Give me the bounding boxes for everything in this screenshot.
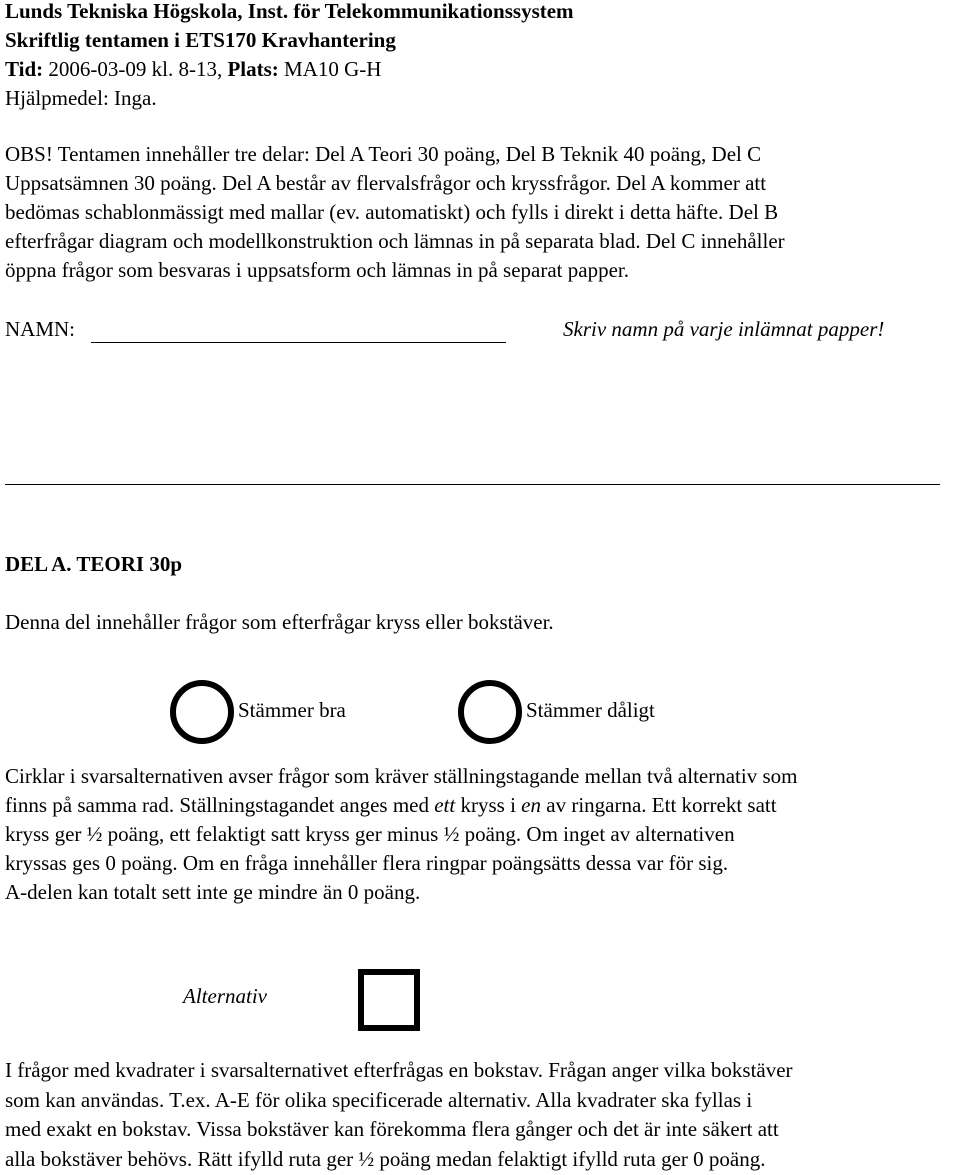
instruction-line: I frågor med kvadrater i svarsalternativet efterfrågas en bokstav. Frågan anger vilka bokstäver — [5, 1058, 793, 1082]
obs-line: bedömas schablonmässigt med mallar (ev. automatiskt) och fylls i direkt i detta häfte. Del B — [5, 200, 779, 224]
exam-title-line: Skriftlig tentamen i ETS170 Kravhantering — [5, 28, 396, 52]
circle-option-1[interactable] — [170, 680, 234, 744]
instruction-line — [5, 791, 960, 820]
obs-line: öppna frågor som besvaras i uppsatsform och lämnas in på separat papper. — [5, 258, 629, 282]
instruction-line: A-delen kan totalt sett inte ge mindre än 0 poäng. — [5, 880, 421, 904]
plats-label: Plats: — [227, 57, 279, 81]
tid-value: 2006-03-09 kl. 8-13, — [43, 57, 228, 81]
square-instructions — [5, 1056, 960, 1174]
circle-label-2: Stämmer dåligt — [526, 698, 655, 722]
instruction-line: kryssas ges 0 poäng. Om en fråga innehåller flera ringpar poängsätts dessa var för sig. — [5, 851, 729, 875]
instruction-line: alla bokstäver behövs. Rätt ifylld ruta ger ½ poäng medan felaktigt ifylld ruta ger 0 poäng. — [5, 1146, 766, 1171]
circle-option-2[interactable] — [458, 680, 522, 744]
circle-instructions — [5, 762, 960, 907]
obs-line: efterfrågar diagram och modellkonstruktion och lämnas in på separata blad. Del C innehåller — [5, 229, 785, 253]
institution-line: Lunds Tekniska Högskola, Inst. för Telekommunikationssystem — [5, 0, 574, 23]
emphasis-en: en — [521, 793, 541, 817]
section-divider — [5, 484, 940, 485]
aids-line: Hjälpmedel: Inga. — [5, 86, 157, 110]
exam-header — [5, 0, 574, 113]
square-example — [0, 965, 960, 1035]
tid-label: Tid: — [5, 57, 44, 81]
circle-label-1: Stämmer bra — [238, 698, 346, 722]
circle-example — [0, 676, 960, 746]
section-title: DEL A. TEORI 30p — [5, 552, 183, 576]
obs-line: Uppsatsämnen 30 poäng. Del A består av flervalsfrågor och kryssfrågor. Del A kommer att — [5, 171, 767, 195]
text-segment: kryss i — [455, 793, 522, 817]
time-place-line — [5, 55, 574, 84]
obs-paragraph — [5, 140, 955, 285]
alternative-label: Alternativ — [183, 984, 267, 1008]
obs-line: OBS! Tentamen innehåller tre delar: Del A Teori 30 poäng, Del B Teknik 40 poäng, Del C — [5, 142, 762, 166]
text-segment: av ringarna. Ett korrekt satt — [541, 793, 777, 817]
text-segment: finns på samma rad. Ställningstagandet anges med — [5, 793, 435, 817]
instruction-line: kryss ger ½ poäng, ett felaktigt satt kryss ger minus ½ poäng. Om inget av alternativen — [5, 822, 735, 846]
name-row — [5, 315, 955, 347]
name-hint: Skriv namn på varje inlämnat papper! — [563, 317, 885, 341]
section-intro: Denna del innehåller frågor som efterfrågar kryss eller bokstäver. — [5, 610, 554, 634]
instruction-line: med exakt en bokstav. Vissa bokstäver kan förekomma flera gånger och det är inte säkert att — [5, 1117, 779, 1141]
plats-value: MA10 G-H — [278, 57, 382, 81]
answer-square[interactable] — [358, 969, 420, 1031]
instruction-line: som kan användas. T.ex. A-E för olika specificerade alternativ. Alla kvadrater ska fyllas i — [5, 1087, 753, 1112]
emphasis-ett: ett — [434, 793, 456, 817]
name-field[interactable] — [91, 342, 506, 343]
instruction-line: Cirklar i svarsalternativen avser frågor som kräver ställningstagande mellan två alternativ som — [5, 764, 798, 788]
name-label: NAMN: — [5, 317, 76, 341]
